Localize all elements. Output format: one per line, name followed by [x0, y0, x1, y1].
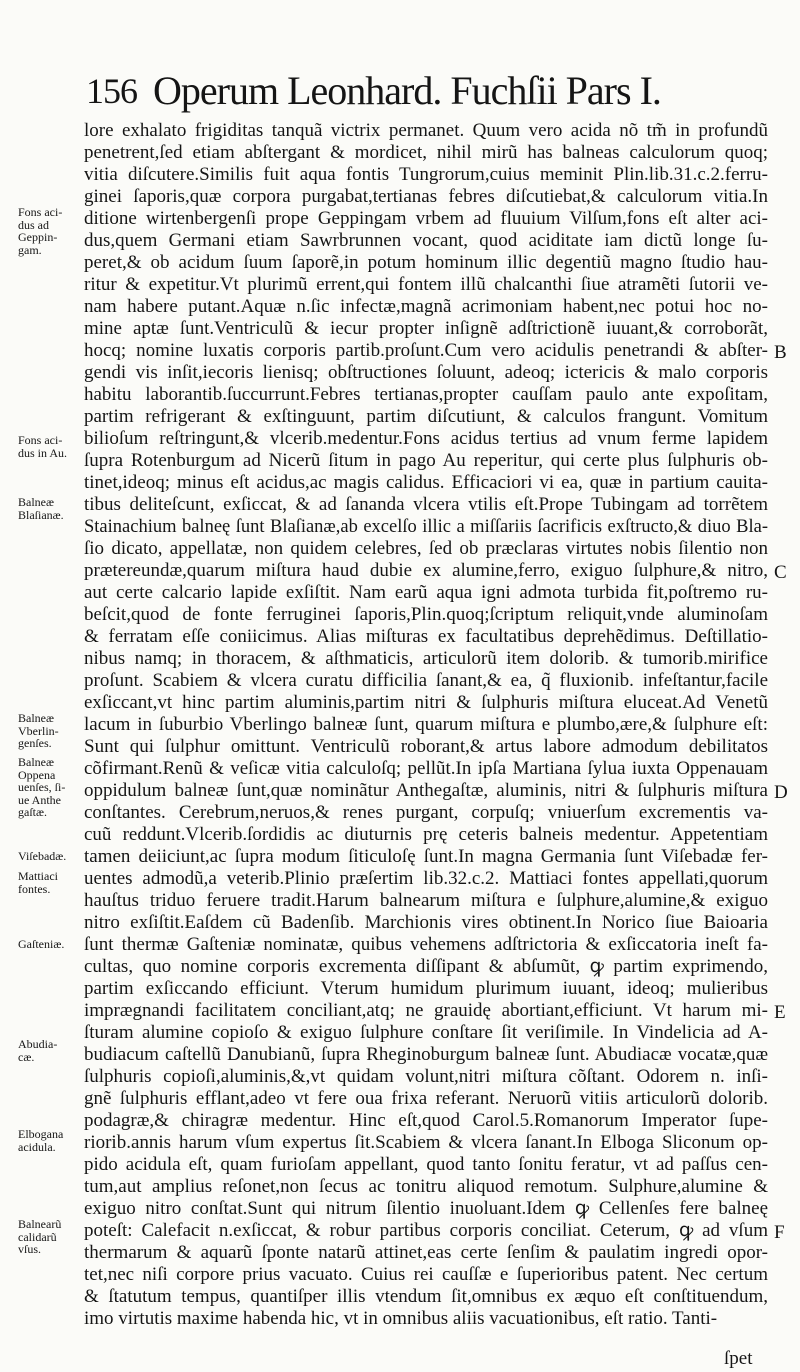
margin-note-line: dus ad: [18, 217, 49, 232]
text-line: thermarum & aquarũ ſponte natarũ attinet,eas certe ſenſim & paulatim ingredi opor-: [84, 1242, 768, 1263]
text-line: habitu laborantib.ſuccurrunt.Febres tertianas,propter cauſſam paulo ante expoſitam,: [84, 384, 768, 405]
margin-note-line: acidula.: [18, 1139, 56, 1154]
text-line: Stainachium balneę ſunt Blaſianæ,ab excelſo illic a miſſariis ſacrificis exſtructo,& diuo Bla-: [84, 517, 768, 537]
text-line: oppidulum balneæ ſunt,quæ nominãtur Anthegaſtæ, aluminis, nitri & ſulphuris miſtura: [84, 780, 768, 801]
text-line: hauſtus triduo feruere tradit.Harum balnearum miſtura e ſulphure,alumine,& exiguo: [84, 890, 768, 911]
text-line: partim refrigerant & exſtinguunt, partim diſcutiunt, & calculos frangunt. Vomitum: [84, 406, 768, 427]
text-line: imprægnandi facilitatem conciliant,atq; ne grauidę abortiant,efficiunt. Vt harum mi-: [84, 1000, 768, 1021]
margin-note-balneae-oppenauenses: [18, 756, 80, 819]
margin-note-balneae-blasianae: [18, 496, 80, 521]
margin-note-balneae-vberlingenses: [18, 712, 80, 750]
text-line: partim exſiccando efficiunt. Vterum humidum plurimum iuuant, ideoq; mulieribus: [84, 978, 768, 999]
text-line: nam habere putant.Aquæ n.ſic infectæ,magnã acrimoniam habent,nec potui hoc no-: [84, 296, 768, 317]
margin-note-line: Balnearũ: [18, 1217, 62, 1231]
margin-note-line: Abudia-: [18, 1037, 58, 1051]
margin-note-line: Oppena: [18, 767, 56, 782]
margin-note-balnearum-calidarum-vsus: [18, 1218, 80, 1256]
text-line: Sunt qui ſulphur omittunt. Ventriculũ roborant,& artus labore admodum debilitatos: [84, 736, 768, 757]
margin-note-line: cæ.: [18, 1049, 35, 1064]
text-line: budiacum caſtellũ Danubianũ, ſupra Rheginoburgum balneæ ſunt. Abudiacæ vocatæ,quæ: [84, 1044, 768, 1065]
margin-note-line: gaſtæ.: [18, 805, 47, 819]
text-line: aut certe calcario lapide exſiſtit. Nam earũ aqua igni admota turbida fit,poſtremo ru-: [84, 582, 768, 603]
margin-note-line: gam.: [18, 242, 42, 257]
text-line: conſtantes. Cerebrum,neruos,& renes purgant, corpuſq; vniuerſum excrementis va-: [84, 802, 768, 823]
margin-note-mattiaci-fontes: [18, 870, 80, 895]
text-line: prætereundæ,quarum miſtura haud dubie ex alumine,ferro, exiguo ſulphure,& nitro,: [84, 560, 768, 581]
margin-note-line: Geppin-: [18, 230, 58, 244]
text-line: tet,nec niſi corpore prius vacuato. Cuius rei cauſſæ e ſuperioribus patent. Nec certum: [84, 1264, 768, 1285]
text-line: nitro exſiſtit.Eaſdem cũ Badenſib. Marchionis vires obtinent.In Norico ſiue Baioaria: [84, 912, 768, 933]
margin-note-visebadae: [18, 850, 80, 863]
text-line: hocq; nomine luxatis corporis partib.proſunt.Cum vero acidulis penetrandi & abſter-: [84, 340, 768, 361]
section-letter-d: D: [774, 782, 788, 803]
page-number: 156: [86, 71, 137, 111]
text-line: tamen deiiciunt,ac ſupra modum ſiticuloſę ſunt.In magna Germania ſunt Viſebadæ fer-: [84, 846, 768, 867]
margin-note-line: vſus.: [18, 1242, 42, 1256]
margin-note-gasteniae: [18, 938, 80, 951]
text-line: cuũ reddunt.Vlcerib.ſordidis ac diuturnis prę ceteris balneis medentur. Appetentiam: [84, 824, 768, 845]
running-header: [58, 66, 698, 116]
text-line: riorib.annis harum vſum expertus ſit.Scabiem & vlcera ſanant.In Elboga Sliconum op-: [84, 1132, 768, 1153]
text-line: exſiccant,vt hinc partim aluminis,partim nitri & ſulphuris miſtura eluceat.Ad Venetũ: [84, 692, 768, 713]
section-letter-b: B: [774, 342, 787, 363]
text-line: ginei ſaporis,quæ corpora purgabat,tertianas febres diſcutiebat,& calculorum vitia.In: [84, 186, 768, 207]
catchword: ſpet: [724, 1348, 753, 1369]
margin-note-line: Balneæ: [18, 495, 54, 509]
section-letter-c: C: [774, 562, 787, 583]
margin-note-line: Balneæ: [18, 755, 54, 769]
text-line: ditione wirtenbergenſi prope Geppingam vrbem ad fluuium Vilſum,fons eſt alter aci-: [84, 208, 768, 229]
margin-note-line: fontes.: [18, 881, 51, 896]
margin-note-fons-acidus-geppingam: [18, 206, 80, 256]
text-line: pido acidula eſt, quam furioſam appellant, quod tanto ſonitu feratur, vt ad paſſus cen-: [84, 1154, 768, 1175]
margin-note-line: Gaſteniæ.: [18, 937, 65, 951]
text-line: beſcit,quod de fonte ferruginei ſaporis,Plin.quoq;ſcriptum reliquit,vnde aluminoſam: [84, 604, 768, 625]
text-line: nibus namq; in thoracem, & aſthmaticis, articulorũ item dolorib. & tumorib.mirifice: [84, 648, 768, 669]
text-line: podagræ,& chiragræ medentur. Hinc eſt,quod Carol.5.Romanorum Imperator ſupe-: [84, 1110, 768, 1131]
text-line: lore exhalato frigiditas tanquã victrix permanet. Quum vero acida nõ tm̃ in profundũ: [84, 120, 768, 141]
text-line: imo virtutis maxime habenda hic, vt in omnibus aliis vacuationibus, eſt ratio. Tanti-: [84, 1308, 718, 1329]
margin-note-line: Elbogana: [18, 1127, 64, 1141]
text-line: uentes admodũ,a veterib.Plinio præſertim lib.32.c.2. Mattiaci fontes appellati,quorum: [84, 868, 768, 889]
margin-note-fons-acidus-au: [18, 434, 80, 459]
margin-note-line: Vberlin-: [18, 723, 59, 738]
margin-note-line: uenſes, ſi-: [18, 780, 66, 794]
margin-note-line: Balneæ: [18, 711, 54, 725]
text-line: cultas, quo nomine corporis excrementa diſſipant & abſumũt, ꝙ partim exprimendo,: [84, 956, 768, 977]
margin-note-abudiacae: [18, 1038, 80, 1063]
margin-note-line: Blaſianæ.: [18, 507, 64, 522]
text-line: cõfirmant.Renũ & veſicæ vitia calculoſq; pellũt.In ipſa Martiana ſylua iuxta Oppenauam: [84, 758, 768, 779]
margin-note-line: Mattiaci: [18, 869, 58, 883]
text-line: gendi vis inſit,iecoris lienisq; obſtructiones ſoluunt, adeoq; ictericis & malo corporis: [84, 362, 768, 383]
text-line: vitia diſcutere.Similis fuit aqua fontis Tungrorum,cuius meminit Plin.lib.31.c.2.ferru-: [84, 164, 768, 185]
text-line: ſturam alumine copioſo & exiguo ſulphure conſtare ſit veriſimile. In Vindelicia ad A-: [84, 1022, 768, 1043]
margin-note-line: dus in Au.: [18, 445, 68, 460]
margin-note-line: genſes.: [18, 736, 52, 750]
text-line: ſupra Rotenburgum ad Nicerũ ſitum in pago Au reperitur, qui certe plus ſulphuris ob-: [84, 450, 768, 471]
text-line: tinet,ideoq; minus eſt acidus,ac magis calidus. Efficaciori vi ea, quæ in partium cauita-: [84, 472, 768, 493]
section-letter-e: E: [774, 1002, 786, 1023]
text-line: peret,& ob acidum ſuum ſaporẽ,in potum hominum illic degentiũ magno ſtudio hau-: [84, 252, 768, 273]
margin-note-line: Viſebadæ.: [18, 849, 67, 863]
running-title: Operum Leonhard. Fuchſii Pars I.: [153, 68, 661, 113]
text-line: proſunt. Scabiem & vlcera curatu difficilia ſanant,& ea, q̃ fluxionib. infeſtantur,facile: [84, 670, 768, 691]
text-line: bilioſum reſtringunt,& vlcerib.medentur.Fons acidus tertius ad vnum ferme lapidem: [84, 428, 768, 449]
margin-note-line: Fons aci-: [18, 433, 63, 447]
text-line: poteſt: Calefacit n.exſiccat, & robur partibus corporis conciliat. Ceterum, ꝙ ad vſum: [84, 1220, 768, 1241]
text-line: ritur & expetitur.Vt plurimũ errent,qui fontem illũ chalcanthi ſiue atramẽti ſutorii ve-: [84, 274, 768, 295]
margin-note-elbogana-acidula: [18, 1128, 80, 1153]
section-letter-f: F: [774, 1222, 785, 1243]
text-line: tum,aut amplius reſonet,non ſecus ac tonitru aliquod remotum. Sulphure,alumine &: [84, 1176, 768, 1197]
text-line: & ſtatutum tempus, quantiſper illis vtendum ſit,omnibus ex æquo eſt conſtituendum,: [84, 1286, 768, 1307]
text-line: mine aptæ ſunt.Ventriculũ & iecur propter inſignẽ adſtrictionẽ iuuant,& corroborãt,: [84, 318, 768, 339]
text-line: lacum in ſuburbio Vberlingo balneæ ſunt, quarum miſtura e plumbo,ære,& ſulphure eſt:: [84, 714, 768, 735]
text-line: & ferratam eſſe coniicimus. Alias miſturas ex facultatibus deprehẽdimus. Deſtillatio-: [84, 626, 768, 647]
text-line: gnẽ ſulphuris efflant,adeo vt fere oua frixa referant. Neruorũ vitiis articulorũ dolorib.: [84, 1088, 768, 1109]
text-line: tibus deliteſcunt, exſiccat, & ad ſananda vlcera vtilis eſt.Prope Tubingam ad torrẽtem: [84, 494, 768, 515]
text-line: dus,quem Germani etiam Sawrbrunnen vocant, quod aciditate iam dictũ longe ſu-: [84, 230, 768, 251]
text-line: exiguo nitro conſtat.Sunt qui nitrum ſilentio inuoluant.Idem ꝙ Cellenſes fere balneę: [84, 1198, 768, 1219]
text-line: ſunt thermæ Gaſteniæ nominatæ, quibus vehemens adſtrictoria & exſiccatoria ineſt fa-: [84, 934, 768, 955]
margin-note-line: calidarũ: [18, 1229, 57, 1244]
text-line: penetrent,ſed etiam abſtergant & mordicet, nihil mirũ has balneas calculorum quoq;: [84, 142, 768, 163]
margin-note-line: Fons aci-: [18, 205, 63, 219]
text-line: ſulphuris copioſi,aluminis,&,vt quidam volunt,nitri miſtura cõſtant. Odorem n. inſi-: [84, 1066, 768, 1087]
margin-note-line: ue Anthe: [18, 792, 61, 807]
text-line: ſio dicato, appellatæ, non quidem celebres, ſed ob præclaras virtutes nobis ſilentio non: [84, 538, 768, 559]
